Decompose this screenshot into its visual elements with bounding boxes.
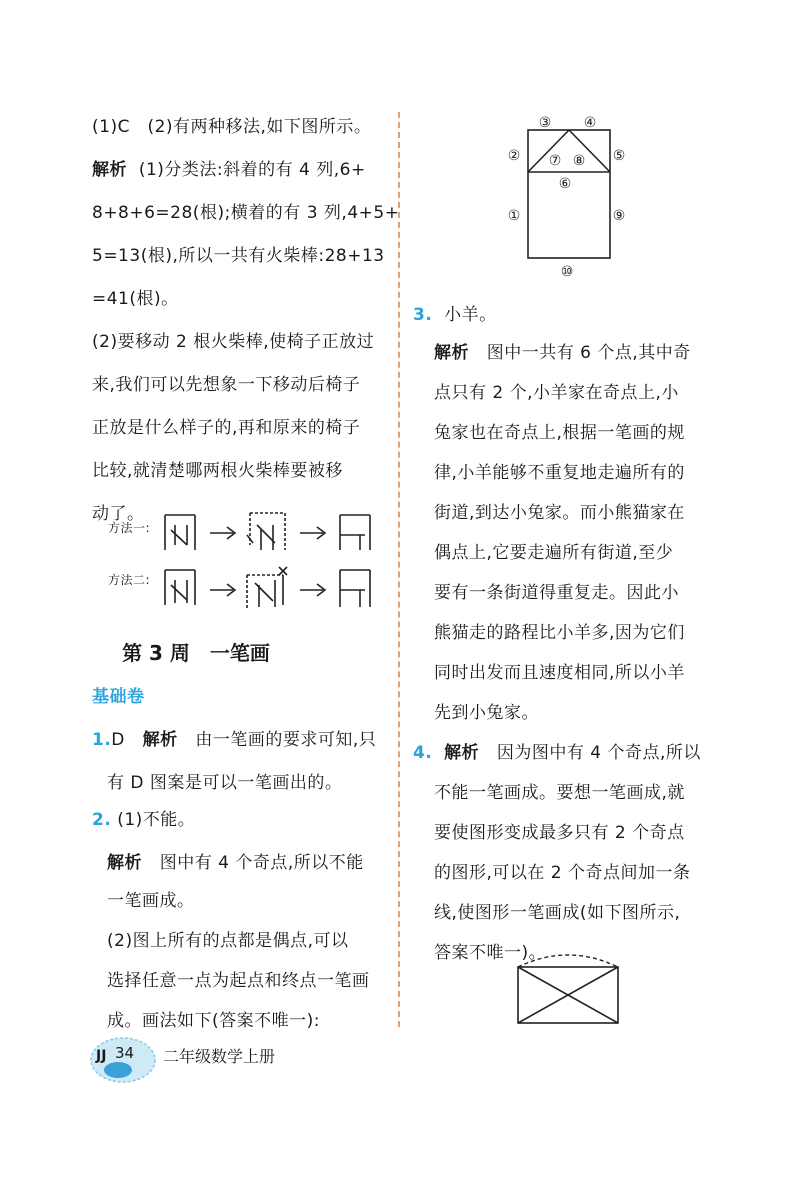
diagram-label: ⑧	[572, 153, 586, 169]
analysis-2-line-4: 比较,就清楚哪两根火柴棒要被移	[92, 461, 343, 481]
diagram-label: ④	[583, 115, 597, 131]
footer-logo: JJ	[96, 1048, 107, 1064]
diagram-label: ①	[507, 208, 521, 224]
chair-moving-1	[250, 513, 285, 550]
diagram-label: ③	[538, 115, 552, 131]
chair-original-1	[165, 515, 195, 550]
q4-text-3: 要使图形变成最多只有 2 个奇点	[434, 823, 685, 843]
q1-answer: D	[111, 730, 125, 750]
q3-text-5: 街道,到达小兔家。而小熊猫家在	[434, 503, 685, 523]
analysis-1-line-3: 5=13(根),所以一共有火柴棒:28+13	[92, 246, 385, 266]
column-divider	[398, 112, 400, 1027]
diagram-label: ⑨	[612, 208, 626, 224]
q1-text-1: 由一笔画的要求可知,只	[195, 730, 377, 750]
diagram-label: ②	[507, 148, 521, 164]
q3-text-2: 点只有 2 个,小羊家在奇点上,小	[434, 383, 679, 403]
q3-text-7: 要有一条街道得重复走。因此小	[434, 583, 679, 603]
diagram-label: ⑥	[558, 176, 572, 192]
chair-moving-1-solid	[247, 525, 275, 550]
book-title: 二年级数学上册	[163, 1047, 276, 1066]
q3-answer: 小羊。	[444, 305, 497, 325]
added-dashed-arc	[518, 955, 618, 967]
q3-text-4: 律,小羊能够不重复地走遍所有的	[434, 463, 685, 483]
analysis-2-line-5: 动了。	[92, 504, 145, 524]
rectangle-diagonal-figure	[508, 945, 628, 1030]
analysis-2-line-2: 来,我们可以先想象一下移动后椅子	[92, 375, 361, 395]
q1-line-2: 有 D 图案是可以一笔画出的。	[107, 773, 343, 793]
q2-analysis-line-1	[107, 848, 364, 873]
q4-text-4: 的图形,可以在 2 个奇点间加一条	[434, 863, 691, 883]
footer-logo-icon	[88, 1032, 158, 1087]
q4-text-2: 不能一笔画成。要想一笔画成,就	[434, 783, 685, 803]
q2-line-1	[92, 805, 195, 830]
diagram-label: ⑦	[548, 153, 562, 169]
q4-text-1: 因为图中有 4 个奇点,所以	[496, 743, 701, 763]
chair-result-2	[340, 570, 370, 607]
q4-line-1	[413, 738, 701, 763]
q3-number: 3.	[413, 305, 433, 325]
q4-analysis-label: 解析	[444, 743, 480, 763]
q3-analysis-label: 解析	[434, 343, 469, 363]
q4-text-6: 答案不唯一)。	[434, 943, 547, 963]
arrow-icon	[210, 527, 235, 539]
q2-part-1: (1)不能。	[117, 810, 196, 830]
q3-text-1: 图中一共有 6 个点,其中奇	[486, 343, 691, 363]
analysis-label: 解析	[92, 160, 127, 180]
q1-analysis-label: 解析	[142, 730, 178, 750]
q2-number: 2.	[92, 810, 112, 830]
matchstick-chair-figure	[155, 505, 385, 625]
diagram-label: ⑤	[612, 148, 626, 164]
analysis-text: (1)分类法:斜着的有 4 列,6+	[138, 160, 366, 180]
q3-text-6: 偶点上,它要走遍所有街道,至少	[434, 543, 674, 563]
analysis-1-line-4: =41(根)。	[92, 289, 179, 309]
analysis-1-line-2: 8+8+6=28(根);横着的有 3 列,4+5+	[92, 203, 400, 223]
q1-number: 1.	[92, 730, 112, 750]
arrow-icon	[300, 527, 325, 539]
method-1-label: 方法一:	[108, 521, 151, 535]
chair-result-1	[340, 515, 370, 550]
diagram-label: ⑩	[560, 264, 574, 280]
page-number: 34	[115, 1044, 135, 1062]
method-2-label: 方法二:	[108, 573, 151, 587]
q3-text-8: 熊猫走的路程比小羊多,因为它们	[434, 623, 685, 643]
q1-line-1	[92, 725, 376, 750]
q2-analysis-text: 图中有 4 个奇点,所以不能	[159, 853, 364, 873]
q2-analysis-label: 解析	[107, 853, 142, 873]
analysis-2-line-1: (2)要移动 2 根火柴棒,使椅子正放过	[92, 332, 375, 352]
q4-text-5: 线,使图形一笔画成(如下图所示,	[434, 903, 681, 923]
q4-number: 4.	[413, 743, 433, 763]
q3-line-1	[413, 300, 497, 325]
q3-analysis-line-1	[434, 338, 691, 363]
q3-text-9: 同时出发而且速度相同,所以小羊	[434, 663, 685, 683]
analysis-2-line-3: 正放是什么样子的,再和原来的椅子	[92, 418, 361, 438]
house-path-diagram	[495, 108, 645, 288]
week-title: 第 3 周 一笔画	[122, 641, 270, 665]
q2-analysis-line-2: 一笔画成。	[107, 891, 195, 911]
q3-text-3: 兔家也在奇点上,根据一笔画的规	[434, 423, 685, 443]
answer-line-1: (1)C (2)有两种移法,如下图所示。	[92, 117, 372, 137]
q3-text-10: 先到小兔家。	[434, 703, 539, 723]
chair-moving-2-solid	[255, 567, 287, 607]
arrow-icon	[210, 584, 235, 596]
analysis-1-line-1	[92, 155, 366, 180]
arrow-icon	[300, 584, 325, 596]
q2-part-2-line-2: 选择任意一点为起点和终点一笔画	[107, 971, 370, 991]
section-title: 基础卷	[92, 687, 145, 707]
q2-part-2-line-1: (2)图上所有的点都是偶点,可以	[107, 931, 349, 951]
chair-original-2	[165, 570, 195, 605]
q2-part-2-line-3: 成。画法如下(答案不唯一):	[107, 1011, 320, 1031]
